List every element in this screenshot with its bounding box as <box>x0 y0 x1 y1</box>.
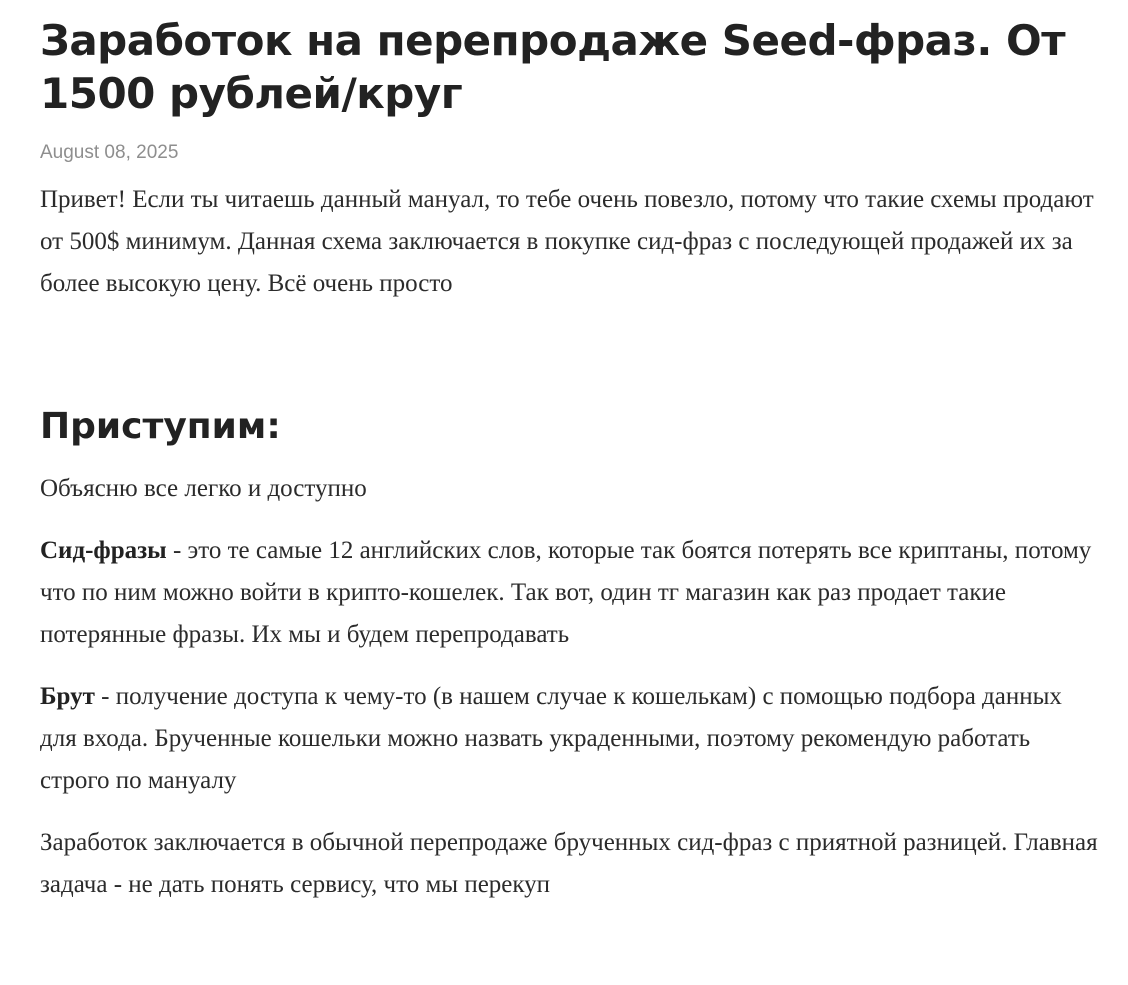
brute-definition: - получение доступа к чему-то (в нашем случае к кошелькам) с помощью подбора данных для входа. Брученные кошельки можно назвать украденными, поэтому рекомендую работать строго по мануалу <box>40 683 1062 794</box>
intro-paragraph: Привет! Если ты читаешь данный мануал, то тебе очень повезло, потому что такие схемы продают от 500$ минимум. Данная схема заключается в покупке сид-фраз с последующей продажей их за более высокую цену. Всё очень просто <box>40 186 1094 297</box>
brute-term: Брут <box>40 683 95 710</box>
section-heading: Приступим: <box>40 406 281 447</box>
explain-paragraph: Объясню все легко и доступно <box>40 475 367 502</box>
publish-date: August 08, 2025 <box>40 142 179 163</box>
seed-phrase-definition: - это те самые 12 английских слов, которые так боятся потерять все криптаны, потому что по ним можно войти в крипто-кошелек. Так вот, один тг магазин как раз продает такие потерянные фразы. Их мы и будем перепродавать <box>40 537 1092 648</box>
earnings-paragraph: Заработок заключается в обычной перепродаже брученных сид-фраз с приятной разницей. Главная задача - не дать понять сервису, что мы перекуп <box>40 829 1098 898</box>
brute-paragraph <box>40 676 1100 802</box>
article <box>40 14 1100 906</box>
article-title: Заработок на перепродаже Seed-фраз. От 1500 рублей/круг <box>40 16 1066 118</box>
seed-phrase-term: Сид-фразы <box>40 537 167 564</box>
seed-phrase-paragraph <box>40 530 1100 656</box>
